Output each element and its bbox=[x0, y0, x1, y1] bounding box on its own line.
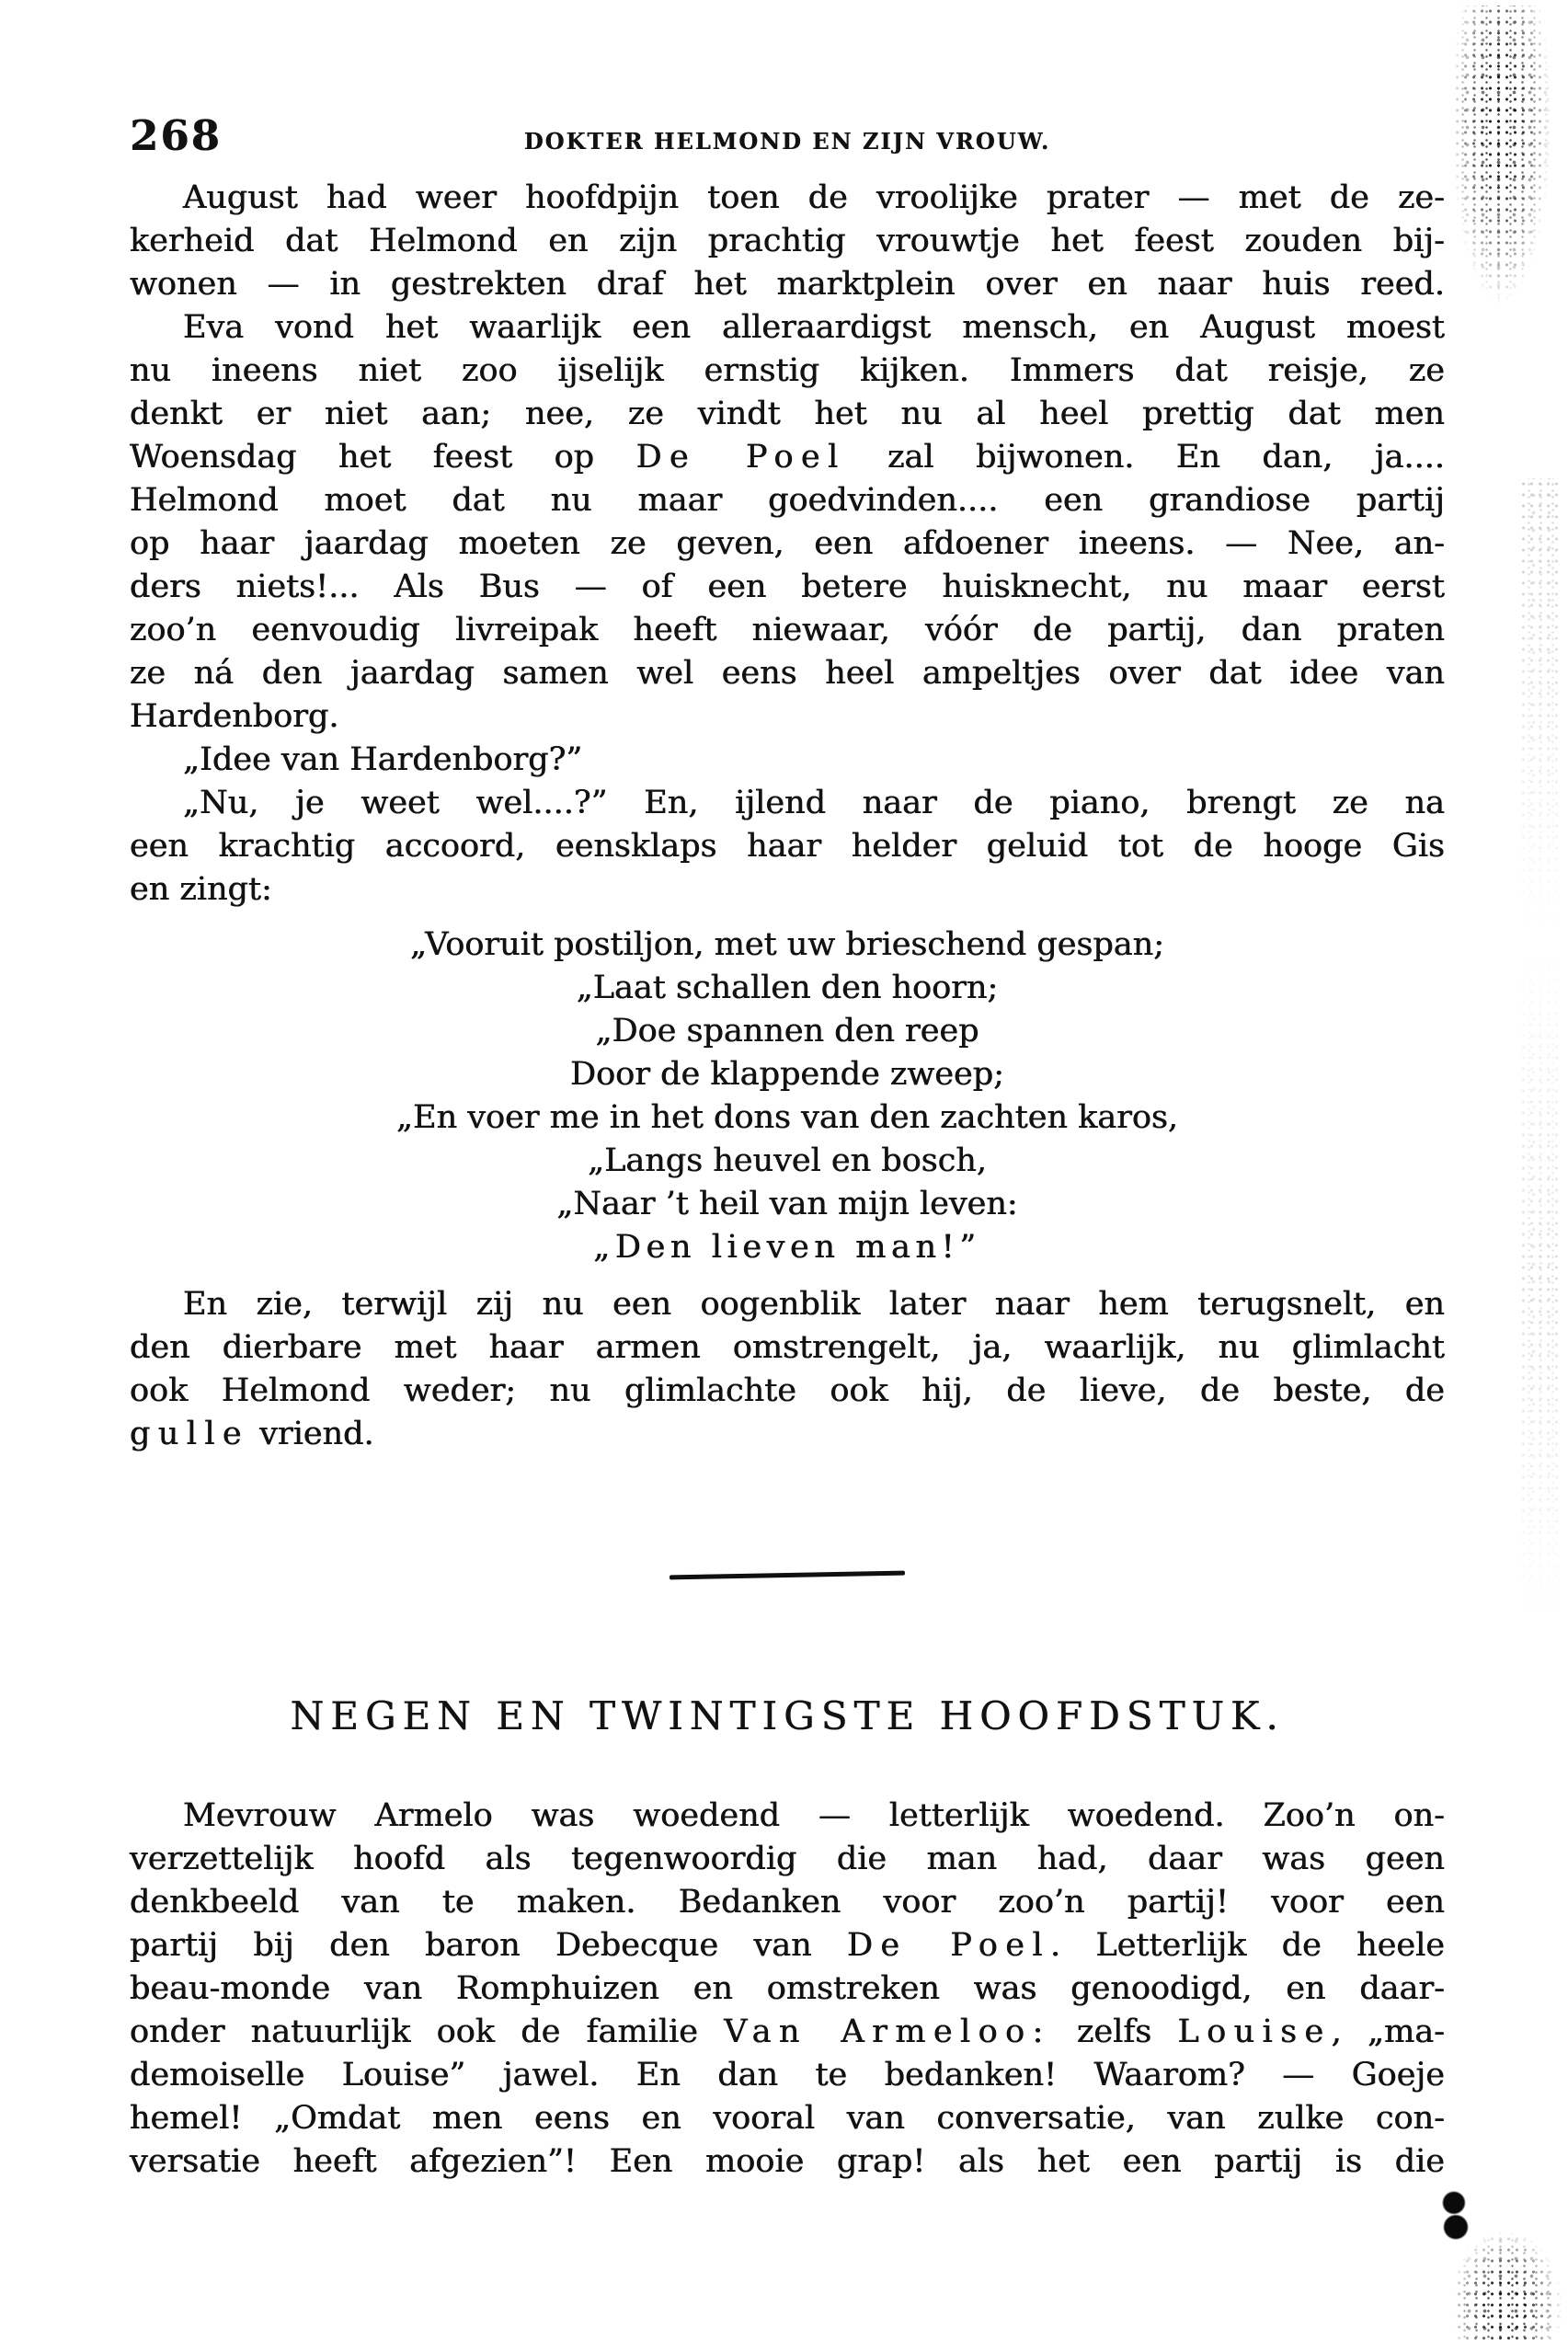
text-segment: partij bij den baron Debecque van bbox=[130, 1927, 847, 1964]
chapter-heading: NEGEN EN TWINTIGSTE HOOFDSTUK. bbox=[290, 1693, 1285, 1738]
text-line: Eva vond het waarlijk een alleraardigst mensch, en August moest bbox=[183, 309, 1445, 346]
text-line: wonen — in gestrekten draf het marktplein over en naar huis reed. bbox=[130, 266, 1445, 303]
text-line: demoiselle Louise” jawel. En dan te bedanken! Waarom? — Goeje bbox=[130, 2057, 1445, 2093]
spaced-name: De Poel bbox=[847, 1927, 1050, 1964]
text-line: ze ná den jaardag samen wel eens heel ampeltjes over dat idee van bbox=[130, 655, 1445, 692]
paragraph bbox=[130, 1283, 1445, 1456]
verse-line: „Langs heuvel en bosch, bbox=[588, 1142, 987, 1179]
paragraph bbox=[130, 306, 1445, 739]
text-line: beau-monde van Romphuizen en omstreken was genoodigd, en daar- bbox=[130, 1970, 1445, 2007]
paragraph bbox=[130, 1795, 1445, 2184]
spaced-name: Van Armeloo: bbox=[724, 2013, 1051, 2050]
text-line: Hardenborg. bbox=[130, 698, 339, 735]
text-line: Helmond moet dat nu maar goedvinden.... een grandiose partij bbox=[130, 482, 1445, 519]
verse-line: „Laat schallen den hoorn; bbox=[576, 969, 999, 1006]
running-head: DOKTER HELMOND EN ZIJN VROUW. bbox=[523, 128, 1051, 155]
text-line: denkbeeld van te maken. Bedanken voor zoo’n partij! voor een bbox=[130, 1884, 1445, 1921]
scan-artifact-right-edge bbox=[1519, 478, 1558, 1628]
text-line: Mevrouw Armelo was woedend — letterlijk woedend. Zoo’n on- bbox=[183, 1797, 1445, 1834]
paragraph bbox=[130, 739, 1445, 782]
verse-line: „Doe spannen den reep bbox=[595, 1013, 979, 1050]
text-line: een krachtig accoord, eensklaps haar helder geluid tot de hooge Gis bbox=[130, 828, 1445, 865]
scan-artifact-ink-blot bbox=[1436, 2187, 1475, 2242]
text-line: hemel! „Omdat men eens en vooral van conversatie, van zulke con- bbox=[130, 2100, 1445, 2137]
verse-line: „Vooruit postiljon, met uw brieschend gespan; bbox=[409, 926, 1165, 963]
verse-block bbox=[130, 923, 1445, 1269]
text-segment: zal bijwonen. En dan, ja.... bbox=[845, 439, 1445, 476]
text-line: nu ineens niet zoo ijselijk ernstig kijken. Immers dat reisje, ze bbox=[130, 352, 1445, 389]
text-line: verzettelijk hoofd als tegenwoordig die man had, daar was geen bbox=[130, 1841, 1445, 1877]
text-line: En zie, terwijl zij nu een oogenblik later naar hem terugsnelt, en bbox=[183, 1286, 1445, 1323]
text-segment: onder natuurlijk ook de familie bbox=[130, 2013, 725, 2050]
page-number: 268 bbox=[130, 111, 222, 160]
text-line: ders niets!... Als Bus — of een betere huisknecht, nu maar eerst bbox=[130, 568, 1445, 605]
text-line: August had weer hoofdpijn toen de vroolijke prater — met de ze- bbox=[183, 179, 1445, 216]
spaced-name: De Poel bbox=[635, 439, 846, 476]
text-line: denkt er niet aan; nee, ze vindt het nu al heel prettig dat men bbox=[130, 396, 1445, 432]
verse-line: Door de klappende zweep; bbox=[570, 1056, 1004, 1093]
text-segment: vriend. bbox=[249, 1416, 374, 1452]
body-text bbox=[130, 177, 1445, 2184]
text-line: „Idee van Hardenborg?” bbox=[183, 741, 583, 778]
text-line: en zingt: bbox=[130, 871, 272, 908]
spaced-name: Louise bbox=[1177, 2013, 1332, 2050]
text-segment: , „ma- bbox=[1331, 2013, 1446, 2050]
text-line: op haar jaardag moeten ze geven, een afdoener ineens. — Nee, an- bbox=[130, 525, 1445, 562]
text-line: den dierbare met haar armen omstrengelt, ja, waarlijk, nu glimlacht bbox=[130, 1329, 1445, 1366]
verse-line: „Den lieven man!” bbox=[593, 1229, 981, 1266]
scan-artifact-top-right bbox=[1453, 6, 1567, 521]
text-line bbox=[130, 1924, 1445, 1967]
text-line: „Nu, je weet wel....?” En, ijlend naar de piano, brengt ze na bbox=[183, 785, 1445, 821]
verse-line: „Naar ’t heil van mijn leven: bbox=[556, 1186, 1018, 1222]
text-line: ook Helmond weder; nu glimlachte ook hij, de lieve, de beste, de bbox=[130, 1372, 1445, 1409]
section-divider-rule bbox=[670, 1571, 905, 1580]
text-line bbox=[130, 2011, 1445, 2054]
paragraph bbox=[130, 782, 1445, 912]
text-line: kerheid dat Helmond en zijn prachtig vrouwtje het feest zouden bij- bbox=[130, 223, 1445, 259]
paragraph bbox=[130, 177, 1445, 306]
text-line bbox=[130, 1413, 1445, 1456]
text-segment: zelfs bbox=[1050, 2013, 1178, 2050]
spaced-word: gulle bbox=[130, 1416, 250, 1452]
text-segment: Woensdag het feest op bbox=[130, 439, 636, 476]
text-segment: . Letterlijk de heele bbox=[1050, 1927, 1446, 1964]
text-line: zoo’n eenvoudig livreipak heeft niewaar, vóór de partij, dan praten bbox=[130, 612, 1445, 648]
verse-line: „En voer me in het dons van den zachten karos, bbox=[395, 1099, 1179, 1136]
text-line: versatie heeft afgezien”! Een mooie grap! als het een partij is die bbox=[130, 2143, 1445, 2180]
text-line bbox=[130, 436, 1445, 479]
